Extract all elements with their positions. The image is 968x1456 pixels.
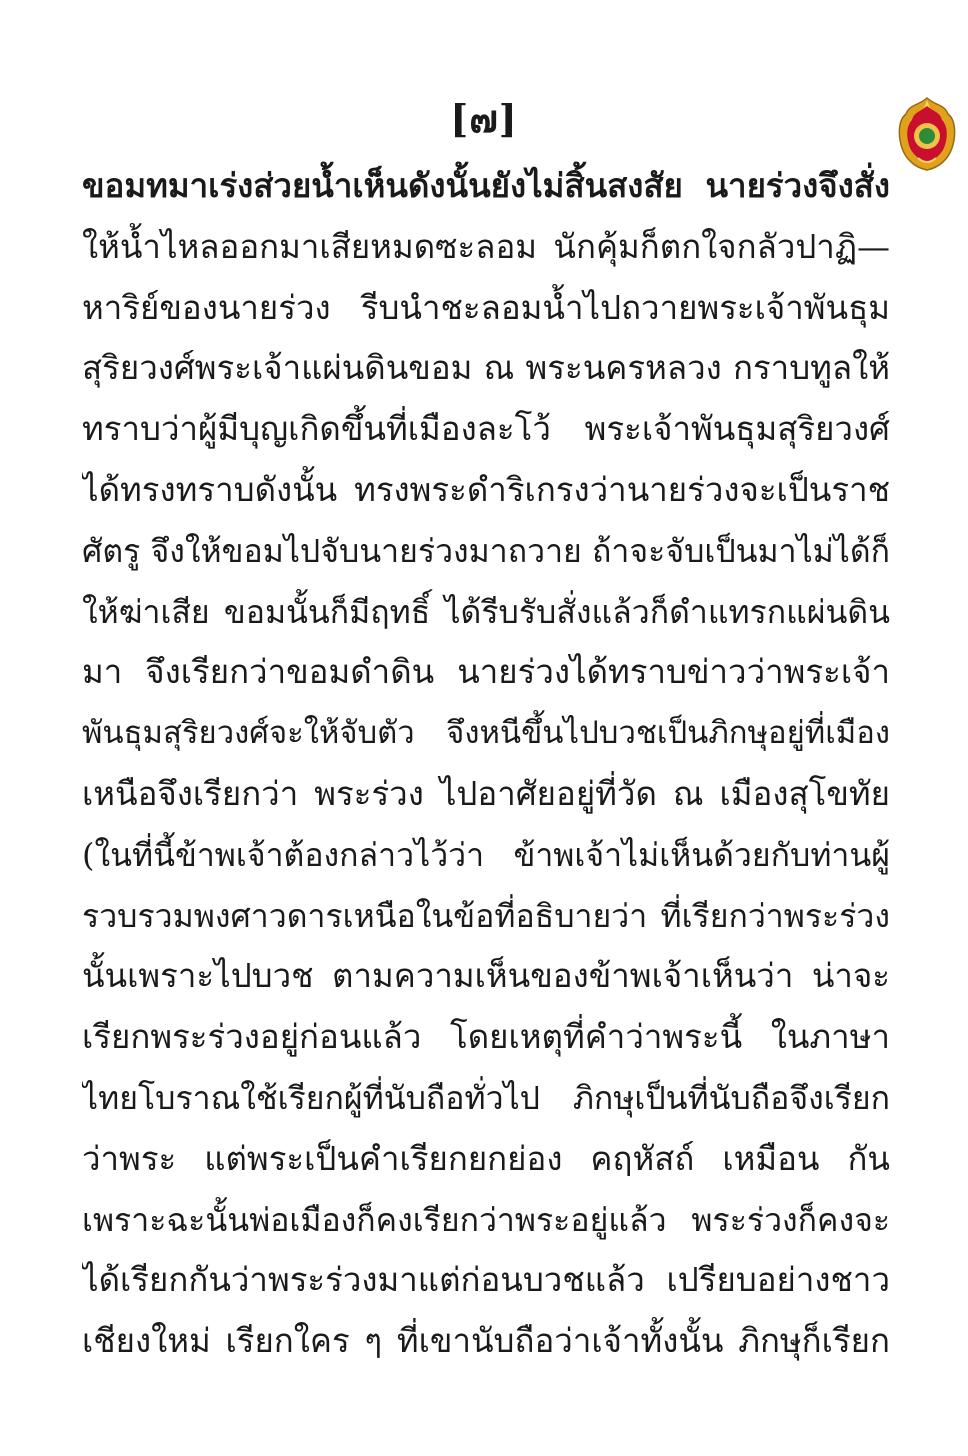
text-line: ไทยโบราณใช้เรียกผู้ที่นับถือทั่วไป ภิกษุเป็นที่นับถือจึงเรียก (82, 1078, 890, 1117)
text-line: ให้ฆ่าเสีย ขอมนั้นก็มีฤทธิ์ ได้รีบรับสั่งแล้วก็ดำแทรกแผ่นดิน (82, 592, 890, 631)
page-number: [๗] (450, 96, 518, 141)
text-line: นั้นเพราะไปบวช ตามความเห็นของข้าพเจ้าเห็นว่า น่าจะ (82, 956, 890, 996)
text-line: พันธุมสุริยวงศ์จะให้จับตัว จึงหนีขึ้นไปบวชเป็นภิกษุอยู่ที่เมือง (82, 715, 890, 752)
text-line: ทราบว่าผู้มีบุญเกิดขึ้นที่เมืองละโว้ พระเจ้าพันธุมสุริยวงศ์ (82, 409, 890, 449)
text-line: ว่าพระ แต่พระเป็นคำเรียกยกย่อง คฤหัสถ์ เหมือน กัน (82, 1138, 890, 1178)
body-text (82, 156, 890, 1372)
text-line: หาริย์ของนายร่วง รีบนำชะลอมน้ำไปถวายพระเจ้าพันธุม (82, 287, 890, 327)
text-line: ให้น้ำไหลออกมาเสียหมดซะลอม นักคุ้มก็ตกใจกลัวปาฏิ— (82, 226, 890, 266)
text-line: เหนือจึงเรียกว่า พระร่วง ไปอาศัยอยู่ที่วัด ณ เมืองสุโขทัย (82, 773, 890, 813)
text-line: ศัตรู จึงให้ขอมไปจับนายร่วงมาถวาย ถ้าจะจับเป็นมาไม่ได้ก็ (82, 531, 890, 570)
text-line: ได้ทรงทราบดังนั้น ทรงพระดำริเกรงว่านายร่วงจะเป็นราช (82, 469, 890, 509)
text-line: ได้เรียกกันว่าพระร่วงมาแต่ก่อนบวชแล้ว เปรียบอย่างชาว (82, 1260, 890, 1300)
text-line: รวบรวมพงศาวดารเหนือในข้อที่อธิบายว่า ที่เรียกว่าพระร่วง (82, 896, 890, 935)
text-line: (ในที่นี้ข้าพเจ้าต้องกล่าวไว้ว่า ข้าพเจ้าไม่เห็นด้วยกับท่านผู้ (82, 835, 890, 874)
royal-seal-icon (896, 96, 958, 172)
text-line: เพราะฉะนั้นพ่อเมืองก็คงเรียกว่าพระอยู่แล้ว พระร่วงก็คงจะ (82, 1200, 890, 1239)
text-line: เชียงใหม่ เรียกใคร ๆ ที่เขานับถือว่าเจ้าทั้งนั้น ภิกษุก็เรียก (82, 1321, 890, 1361)
text-line: สุริยวงศ์พระเจ้าแผ่นดินขอม ณ พระนครหลวง กราบทูลให้ (82, 348, 890, 388)
text-line: เรียกพระร่วงอยู่ก่อนแล้ว โดยเหตุที่คำว่าพระนี้ ในภาษา (82, 1017, 890, 1057)
text-line: ขอมทมาเร่งส่วยน้ำเห็นดังนั้นยังไม่สิ้นสงสัย นายร่วงจึงสั่ง (82, 166, 890, 205)
text-line: มา จึงเรียกว่าขอมดำดิน นายร่วงได้ทราบข่าวว่าพระเจ้า (82, 652, 890, 692)
